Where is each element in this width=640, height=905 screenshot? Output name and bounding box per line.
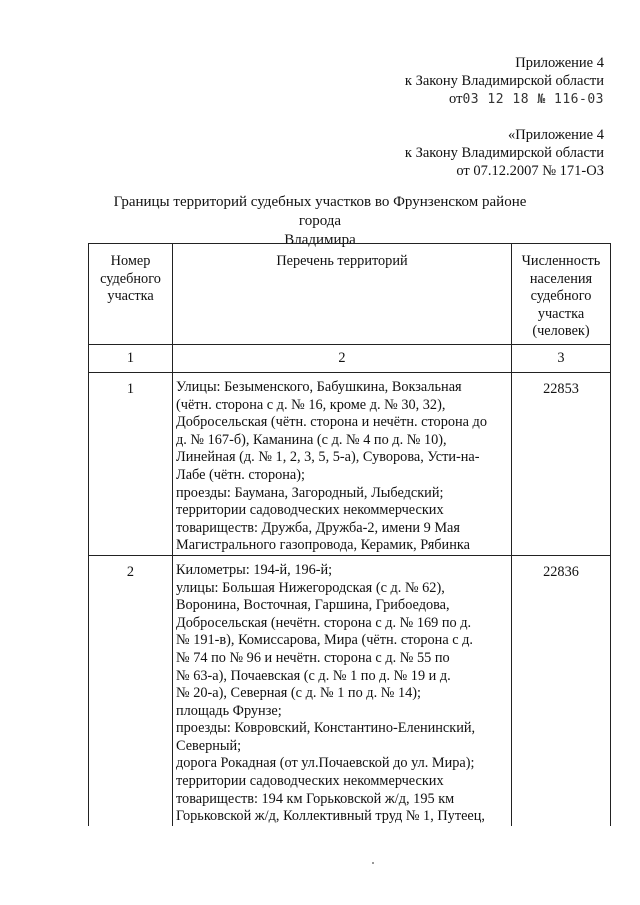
territory-line: Горьковской ж/д, Коллективный труд № 1, Путеец, <box>176 808 485 825</box>
title-line-2: Владимира <box>284 232 356 248</box>
territory-line: дорога Рокадная (от ул.Почаевской до ул. Мира); <box>176 755 475 772</box>
header-date-prefix: от <box>449 91 463 107</box>
column-number-row <box>89 345 611 373</box>
col-header-number: Номер судебного участка <box>89 244 173 345</box>
table-row <box>89 373 611 556</box>
court-districts-table <box>88 243 611 826</box>
territory-line: Добросельская (чётн. сторона и нечётн. сторона до <box>176 414 487 431</box>
column-number: 3 <box>512 345 611 373</box>
territory-line: № 20-а), Северная (с д. № 1 по д. № 14); <box>176 685 421 702</box>
table-header-row <box>89 244 611 345</box>
territory-line: территории садоводческих некоммерческих <box>176 502 444 519</box>
territory-line: Добросельская (нечётн. сторона с д. № 169 по д. <box>176 614 472 631</box>
territory-line: № 63-а), Почаевская (с д. № 1 по д. № 19 и д. <box>176 667 451 684</box>
territory-line: проезды: Баумана, Загородный, Лыбедский; <box>176 484 444 501</box>
territory-line: площадь Фрунзе; <box>176 702 282 719</box>
header-line-4: «Приложение 4 <box>508 127 604 143</box>
header-line-2: к Закону Владимирской области <box>404 73 604 89</box>
territory-line: Воронина, Восточная, Гаршина, Грибоедова, <box>176 597 450 614</box>
col-header-territories: Перечень территорий <box>173 244 512 345</box>
column-number: 2 <box>173 345 512 373</box>
population-value: 22853 <box>512 373 611 556</box>
table-row <box>89 555 611 826</box>
territory-list <box>173 373 512 556</box>
territory-line: Линейная (д. № 1, 2, 3, 5, 5-а), Суворова, Усти-на- <box>176 449 480 466</box>
territory-line: Улицы: Безыменского, Бабушкина, Вокзальная <box>176 379 462 395</box>
territory-line: товариществ: Дружба, Дружба-2, имени 9 Мая <box>176 519 460 536</box>
district-number: 2 <box>89 555 173 826</box>
title-line-1: Границы территорий судебных участков во Фрунзенском районе города <box>113 194 527 229</box>
header-line-5: к Закону Владимирской области <box>404 145 604 161</box>
territory-line: (чётн. сторона с д. № 16, кроме д. № 30, 32), <box>176 396 446 413</box>
handwritten-date-number: 03 12 18 № 116-03 <box>462 92 604 107</box>
district-number: 1 <box>89 373 173 556</box>
territory-line: д. № 167-б), Каманина (с д. № 4 по д. № 10), <box>176 431 447 448</box>
territory-line: проезды: Ковровский, Константино-Еленинский, <box>176 720 476 737</box>
territory-line: улицы: Большая Нижегородская (с д. № 62), <box>176 579 445 596</box>
header-line-1: Приложение 4 <box>515 55 604 71</box>
scan-speck <box>372 862 374 864</box>
territory-list <box>173 555 512 826</box>
header-line-6: от 07.12.2007 № 171-ОЗ <box>456 163 604 179</box>
territory-line: № 191-в), Комиссарова, Мира (чётн. сторона с д. <box>176 632 474 649</box>
territory-line: № 74 по № 96 и нечётн. сторона с д. № 55 по <box>176 649 450 666</box>
territory-line: Магистрального газопровода, Керамик, Рябинка <box>176 537 470 554</box>
col-header-population: Численность населения судебного участка (человек) <box>512 244 611 345</box>
population-value: 22836 <box>512 555 611 826</box>
territory-line: территории садоводческих некоммерческих <box>176 773 444 790</box>
territory-line: Северный; <box>176 737 242 754</box>
territory-line: Километры: 194-й, 196-й; <box>176 561 333 578</box>
territory-line: Лабе (чётн. сторона); <box>176 466 305 483</box>
territory-line: товариществ: 194 км Горьковской ж/д, 195 км <box>176 790 455 807</box>
column-number: 1 <box>89 345 173 373</box>
